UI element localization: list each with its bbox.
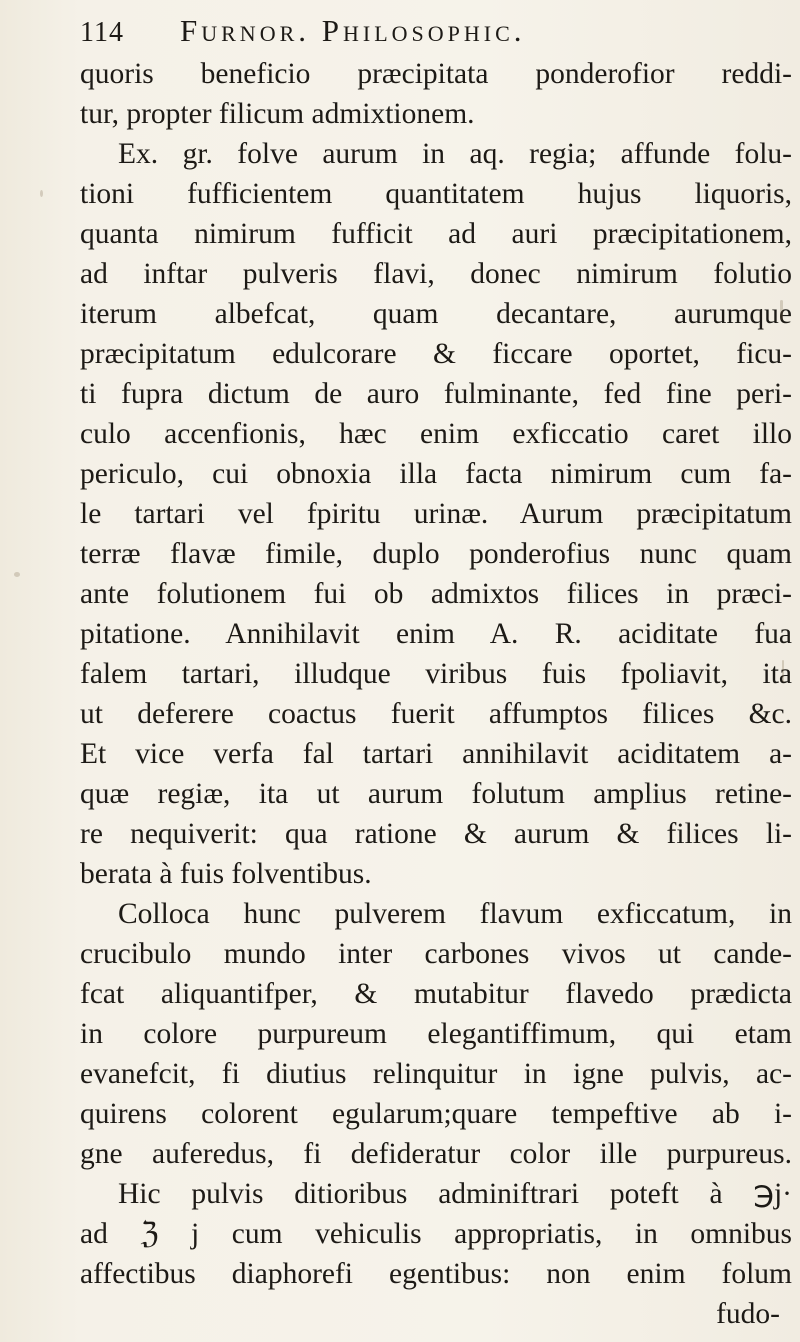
text-line: ut deferere coactus fuerit affumptos filices &c. xyxy=(80,698,792,730)
text-line: gne auferedus, fi defideratur color ille purpureus. xyxy=(80,1138,792,1170)
text-line: iterum albefcat, quam decantare, aurumque xyxy=(80,298,792,330)
paper-stain xyxy=(782,660,784,682)
text-line: falem tartari, illudque viribus fuis fpoliavit, ita xyxy=(80,658,792,690)
text-line: evanefcit, fi diutius relinquitur in igne pulvis, ac- xyxy=(80,1058,792,1090)
text-line: quæ regiæ, ita ut aurum folutum amplius retine- xyxy=(80,778,792,810)
text-line: le tartari vel fpiritu urinæ. Aurum præcipitatum xyxy=(80,498,792,530)
text-line: ad inftar pulveris flavi, donec nimirum folutio xyxy=(80,258,792,290)
text-line: periculo, cui obnoxia illa facta nimirum cum fa- xyxy=(80,458,792,490)
running-title: Furnor. Philosophic. xyxy=(180,13,526,48)
text-line: Colloca hunc pulverem flavum exficcatum, in xyxy=(118,898,792,930)
text-line: quoris beneficio præcipitata ponderofior reddi- xyxy=(80,58,792,90)
text-line: pitatione. Annihilavit enim A. R. aciditate fua xyxy=(80,618,792,650)
running-head xyxy=(80,10,780,52)
text-line: berata à fuis folventibus. xyxy=(80,858,372,890)
page-number: 114 xyxy=(80,17,124,48)
text-line: fcat aliquantifper, & mutabitur flavedo prædicta xyxy=(80,978,792,1010)
text-line: Et vice verfa fal tartari annihilavit aciditatem a- xyxy=(80,738,792,770)
text-line: ti fupra dictum de auro fulminante, fed fine peri- xyxy=(80,378,792,410)
text-line: tur, propter filicum admixtionem. xyxy=(80,98,475,130)
text-line: affectibus diaphorefi egentibus: non enim folum xyxy=(80,1258,792,1290)
text-line: præcipitatum edulcorare & ficcare oportet, ficu- xyxy=(80,338,792,370)
text-line: culo accenfionis, hæc enim exficcatio caret illo xyxy=(80,418,792,450)
text-line: ante folutionem fui ob admixtos filices in præci- xyxy=(80,578,792,610)
text-line: in colore purpureum elegantiffimum, qui etam xyxy=(80,1018,792,1050)
text-line: ad ℨ j cum vehiculis appropriatis, in omnibus xyxy=(80,1218,792,1250)
text-line: crucibulo mundo inter carbones vivos ut cande- xyxy=(80,938,792,970)
text-line: quanta nimirum fufficit ad auri præcipitationem, xyxy=(80,218,792,250)
body-text xyxy=(80,54,792,1334)
paper-stain xyxy=(780,300,783,320)
text-line: quirens colorent egularum;quare tempeftive ab i- xyxy=(80,1098,792,1130)
text-line: Ex. gr. folve aurum in aq. regia; affunde folu- xyxy=(118,138,792,170)
paper-stain xyxy=(14,572,20,577)
paper-stain xyxy=(40,190,43,197)
text-line: Hic pulvis ditioribus adminiftrari poteft à ℈j· xyxy=(118,1178,792,1210)
text-line: tioni fufficientem quantitatem hujus liquoris, xyxy=(80,178,792,210)
catchword: fudo- xyxy=(716,1298,780,1330)
text-line: re nequiverit: qua ratione & aurum & filices li- xyxy=(80,818,792,850)
text-line: terræ flavæ fimile, duplo ponderofius nunc quam xyxy=(80,538,792,570)
